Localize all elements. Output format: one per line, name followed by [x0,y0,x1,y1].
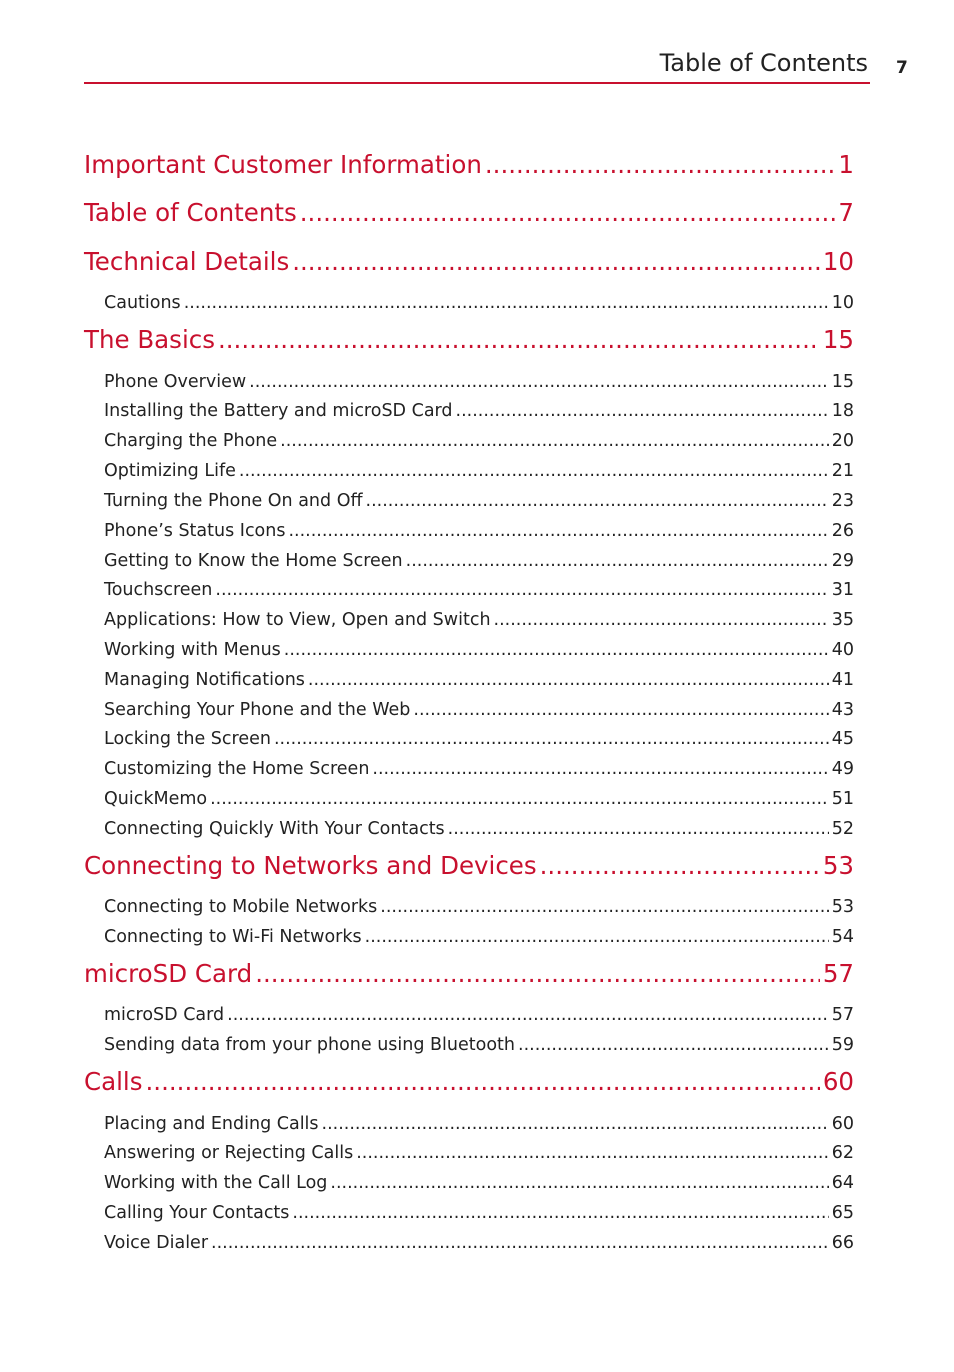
toc-chapter-entry[interactable] [84,150,854,180]
toc-dot-leader [274,728,829,750]
toc-entry-label: Turning the Phone On and Off [104,491,363,511]
toc-dot-leader [292,1202,828,1224]
toc-dot-leader [284,639,829,661]
toc-entry-page: 53 [822,851,854,880]
toc-section-entry[interactable] [104,1172,854,1194]
toc-entry-label: QuickMemo [104,789,208,809]
toc-section-entry[interactable] [104,371,854,393]
toc-entry-label: Getting to Know the Home Screen [104,551,403,571]
toc-section-entry[interactable] [104,430,854,452]
toc-dot-leader [356,1142,829,1164]
toc-dot-leader [292,247,820,277]
toc-entry-label: Installing the Battery and microSD Card [104,401,453,421]
toc-entry-page: 54 [831,927,854,947]
toc-entry-page: 18 [831,401,854,421]
toc-entry-page: 43 [831,700,854,720]
toc-entry-page: 53 [831,897,854,917]
toc-dot-leader [518,1034,829,1056]
toc-entry-page: 29 [831,551,854,571]
toc-dot-leader [365,926,829,948]
toc-section-entry[interactable] [104,699,854,721]
toc-dot-leader [330,1172,828,1194]
table-of-contents [84,0,854,1372]
toc-entry-label: microSD Card [104,1005,225,1025]
toc-entry-label: Placing and Ending Calls [104,1114,319,1134]
toc-entry-label: Charging the Phone [104,431,278,451]
toc-entry-page: 45 [831,729,854,749]
toc-entry-label: Connecting to Wi-Fi Networks [104,927,362,947]
toc-dot-leader [146,1067,820,1097]
toc-dot-leader [227,1004,829,1026]
toc-entry-label: Phone’s Status Icons [104,521,286,541]
toc-dot-leader [218,325,820,355]
toc-dot-leader [300,198,836,228]
toc-entry-page: 49 [831,759,854,779]
toc-dot-leader [372,758,828,780]
toc-entry-page: 65 [831,1203,854,1223]
toc-entry-label: Cautions [104,293,181,313]
toc-section-entry[interactable] [104,1232,854,1254]
toc-section-entry[interactable] [104,579,854,601]
toc-entry-page: 31 [831,580,854,600]
toc-entry-label: Calls [84,1067,143,1096]
toc-dot-leader [308,669,829,691]
toc-section-entry[interactable] [104,460,854,482]
toc-entry-label: Table of Contents [84,198,297,227]
toc-entry-label: microSD Card [84,959,253,988]
toc-section-entry[interactable] [104,1034,854,1056]
toc-entry-label: The Basics [84,325,215,354]
toc-dot-leader [210,788,829,810]
toc-entry-page: 23 [831,491,854,511]
header-title: Table of Contents [659,49,868,77]
toc-entry-page: 10 [822,247,854,276]
toc-chapter-entry[interactable] [84,1067,854,1097]
toc-dot-leader [211,1232,829,1254]
toc-entry-label: Customizing the Home Screen [104,759,370,779]
toc-chapter-entry[interactable] [84,959,854,989]
toc-entry-label: Technical Details [84,247,290,276]
toc-dot-leader [485,150,836,180]
toc-chapter-entry[interactable] [84,325,854,355]
page-number: 7 [896,58,908,78]
toc-entry-label: Connecting Quickly With Your Contacts [104,819,445,839]
toc-entry-label: Answering or Rejecting Calls [104,1143,354,1163]
toc-dot-leader [288,520,828,542]
toc-section-entry[interactable] [104,490,854,512]
toc-entry-label: Searching Your Phone and the Web [104,700,411,720]
toc-entry-page: 41 [831,670,854,690]
toc-section-entry[interactable] [104,1202,854,1224]
toc-dot-leader [540,851,820,881]
toc-entry-page: 40 [831,640,854,660]
toc-dot-leader [366,490,829,512]
toc-entry-label: Applications: How to View, Open and Switch [104,610,491,630]
toc-entry-page: 1 [838,150,854,179]
toc-entry-label: Connecting to Mobile Networks [104,897,378,917]
toc-dot-leader [249,371,829,393]
toc-section-entry[interactable] [104,758,854,780]
toc-dot-leader [406,550,829,572]
toc-entry-page: 57 [831,1005,854,1025]
toc-entry-page: 60 [831,1114,854,1134]
toc-entry-page: 21 [831,461,854,481]
toc-entry-page: 7 [838,198,854,227]
toc-entry-page: 64 [831,1173,854,1193]
toc-entry-label: Phone Overview [104,372,247,392]
toc-section-entry[interactable] [104,818,854,840]
toc-dot-leader [494,609,829,631]
toc-section-entry[interactable] [104,788,854,810]
toc-chapter-entry[interactable] [84,247,854,277]
toc-dot-leader [456,400,829,422]
toc-section-entry[interactable] [104,926,854,948]
toc-entry-page: 15 [822,325,854,354]
toc-entry-label: Important Customer Information [84,150,482,179]
toc-entry-page: 66 [831,1233,854,1253]
toc-dot-leader [215,579,828,601]
toc-entry-label: Sending data from your phone using Bluetooth [104,1035,515,1055]
toc-entry-page: 15 [831,372,854,392]
toc-dot-leader [413,699,828,721]
toc-entry-page: 57 [822,959,854,988]
toc-section-entry[interactable] [104,1142,854,1164]
toc-entry-label: Optimizing Life [104,461,236,481]
toc-entry-page: 51 [831,789,854,809]
toc-dot-leader [280,430,829,452]
toc-entry-page: 59 [831,1035,854,1055]
toc-entry-label: Touchscreen [104,580,213,600]
toc-entry-label: Working with Menus [104,640,281,660]
toc-entry-page: 35 [831,610,854,630]
toc-section-entry[interactable] [104,728,854,750]
toc-dot-leader [255,959,820,989]
toc-dot-leader [448,818,829,840]
toc-section-entry[interactable] [104,896,854,918]
toc-section-entry[interactable] [104,520,854,542]
toc-entry-label: Connecting to Networks and Devices [84,851,537,880]
toc-dot-leader [239,460,829,482]
toc-entry-page: 52 [831,819,854,839]
toc-entry-page: 62 [831,1143,854,1163]
toc-section-entry[interactable] [104,550,854,572]
toc-section-entry[interactable] [104,669,854,691]
toc-entry-page: 26 [831,521,854,541]
toc-section-entry[interactable] [104,609,854,631]
toc-chapter-entry[interactable] [84,851,854,881]
toc-chapter-entry[interactable] [84,198,854,228]
toc-entry-page: 10 [831,293,854,313]
toc-section-entry[interactable] [104,1004,854,1026]
toc-entry-page: 60 [822,1067,854,1096]
toc-entry-page: 20 [831,431,854,451]
toc-dot-leader [184,292,829,314]
toc-section-entry[interactable] [104,639,854,661]
toc-entry-label: Working with the Call Log [104,1173,328,1193]
toc-entry-label: Voice Dialer [104,1233,209,1253]
toc-entry-label: Calling Your Contacts [104,1203,290,1223]
toc-dot-leader [322,1113,829,1135]
toc-dot-leader [380,896,828,918]
toc-section-entry[interactable] [104,1113,854,1135]
toc-section-entry[interactable] [104,400,854,422]
toc-section-entry[interactable] [104,292,854,314]
toc-entry-label: Locking the Screen [104,729,271,749]
toc-entry-label: Managing Notifications [104,670,305,690]
